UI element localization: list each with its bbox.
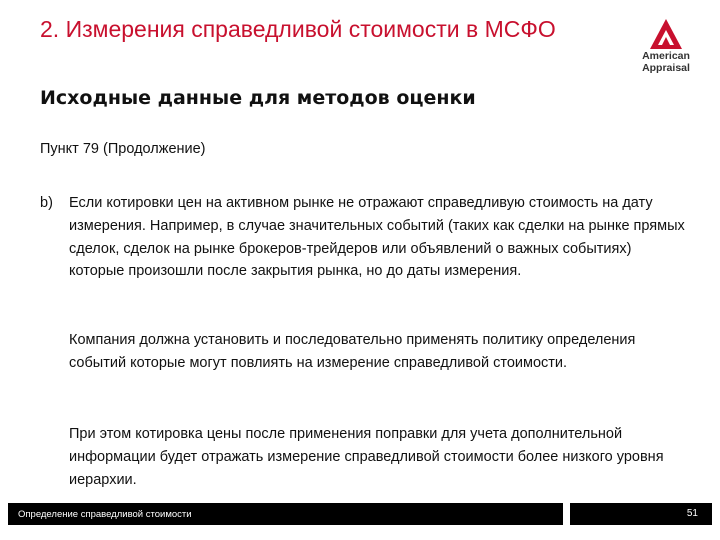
company-logo xyxy=(636,18,696,84)
page-number: 51 xyxy=(686,508,698,519)
footer-caption: Определение справедливой стоимости xyxy=(18,509,192,520)
list-item-text: Если котировки цен на активном рынке не отражают справедливую стоимость на дату измерения. Например, в случае значительных событий (таких как сделки на рынке прямых сделок, сделок на рынке брокеров-трейдеров или объявлений о важных событиях) которые произошли после закрытия рынка, но до даты измерения. xyxy=(69,195,685,280)
footer-bar xyxy=(8,503,563,525)
list-marker: b) xyxy=(40,195,53,211)
page-number-box xyxy=(570,503,712,525)
paragraph-adjustment: При этом котировка цены после применения поправки для учета дополнительной информации будет отражать измерение справедливой стоимости более низкого уровня иерархии. xyxy=(69,426,664,488)
list-item-b xyxy=(40,192,690,283)
slide-title: 2. Измерения справедливой стоимости в МСФО xyxy=(40,16,556,42)
paragraph-policy: Компания должна установить и последовательно применять политику определения событий которые могут повлиять на измерение справедливой стоимости. xyxy=(69,332,636,371)
logo-text-line1: American xyxy=(642,50,690,62)
red-triangle-logo-icon xyxy=(649,18,683,50)
slide-subtitle: Исходные данные для методов оценки xyxy=(40,87,476,109)
logo-text-line2: Appraisal xyxy=(642,62,690,74)
section-reference: Пункт 79 (Продолжение) xyxy=(40,141,206,157)
